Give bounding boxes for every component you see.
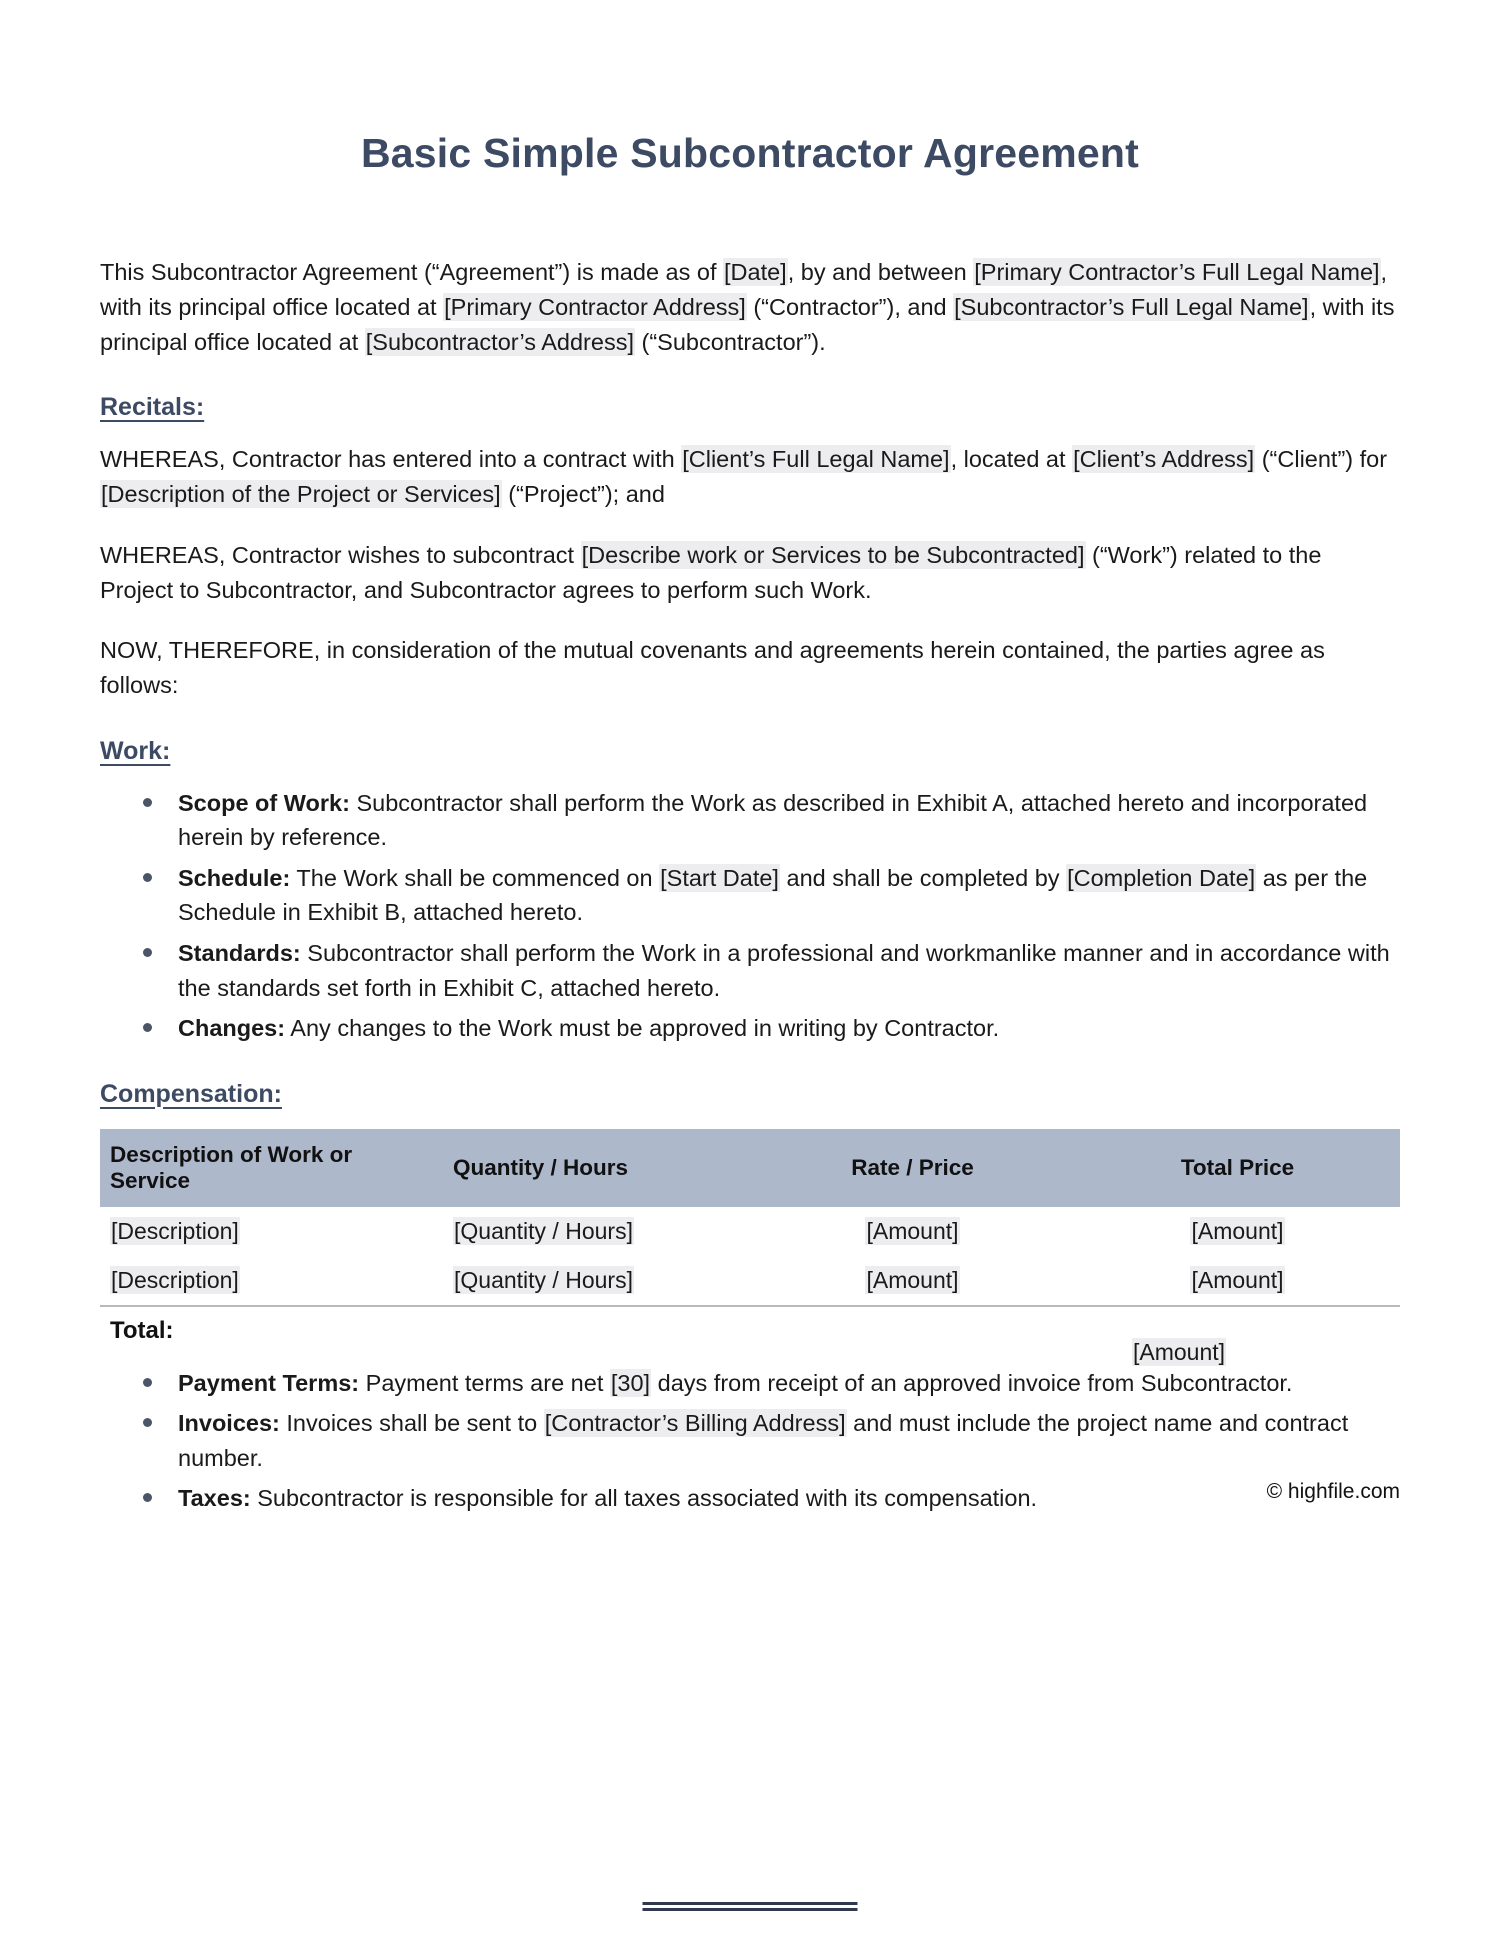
placeholder-subcontracted-work[interactable]: [Describe work or Services to be Subcontracted] bbox=[581, 541, 1085, 568]
bullet-text: and shall be completed by bbox=[779, 864, 1067, 891]
cell-total-price[interactable] bbox=[1075, 1256, 1400, 1306]
section-heading-work: Work: bbox=[100, 736, 171, 765]
table-header-row bbox=[100, 1129, 1400, 1207]
list-item bbox=[178, 861, 1400, 930]
list-item bbox=[178, 1366, 1400, 1401]
intro-paragraph bbox=[100, 255, 1400, 359]
placeholder-start-date[interactable]: [Start Date] bbox=[660, 864, 779, 891]
recitals-p1-text-1: WHEREAS, Contractor has entered into a contract with bbox=[100, 446, 682, 473]
column-header-quantity: Quantity / Hours bbox=[425, 1129, 750, 1207]
intro-text-2: , by and between bbox=[787, 259, 974, 285]
placeholder-subcontractor-name[interactable]: [Subcontractor’s Full Legal Name] bbox=[954, 293, 1309, 320]
page-title: Basic Simple Subcontractor Agreement bbox=[360, 130, 1140, 176]
bullet-text: Invoices shall be sent to bbox=[279, 1410, 544, 1437]
intro-text-3: , with its principal office located at bbox=[100, 259, 1388, 320]
bullet-text: Subcontractor is responsible for all taxes associated with its compensation. bbox=[250, 1485, 1038, 1512]
placeholder-project-description[interactable]: [Description of the Project or Services] bbox=[101, 481, 501, 508]
placeholder-billing-address[interactable]: [Contractor’s Billing Address] bbox=[544, 1410, 846, 1437]
recitals-p2-text-2: (“Work”) related to the Project to Subcontractor, and Subcontractor agrees to perform such Work. bbox=[100, 541, 1322, 603]
list-item bbox=[178, 1406, 1400, 1475]
placeholder-quantity[interactable]: [Quantity / Hours] bbox=[454, 1266, 633, 1293]
list-item bbox=[178, 786, 1400, 855]
placeholder-subcontractor-address[interactable]: [Subcontractor’s Address] bbox=[365, 328, 634, 355]
compensation-table bbox=[100, 1129, 1400, 1307]
column-header-description: Description of Work or Service bbox=[100, 1129, 425, 1207]
cell-total-price[interactable] bbox=[1075, 1207, 1400, 1256]
intro-text-4: (“Contractor”), and bbox=[746, 293, 954, 320]
bullet-lead: Scope of Work: bbox=[178, 789, 350, 816]
compensation-bullet-list bbox=[100, 1366, 1400, 1516]
placeholder-rate[interactable]: [Amount] bbox=[866, 1217, 959, 1244]
bullet-text: days from receipt of an approved invoice from Subcontractor. bbox=[651, 1369, 1293, 1396]
bullet-lead: Standards: bbox=[178, 940, 301, 967]
bullet-icon bbox=[143, 873, 152, 882]
recitals-p2-text-1: WHEREAS, Contractor wishes to subcontract bbox=[100, 541, 581, 568]
table-row bbox=[100, 1256, 1400, 1306]
list-item bbox=[178, 1481, 1400, 1516]
cell-description[interactable] bbox=[100, 1207, 425, 1256]
recitals-paragraph-2 bbox=[100, 538, 1400, 608]
list-item bbox=[178, 936, 1400, 1005]
section-heading-compensation: Compensation: bbox=[100, 1079, 282, 1108]
cell-description[interactable] bbox=[100, 1256, 425, 1306]
placeholder-primary-contractor-address[interactable]: [Primary Contractor Address] bbox=[444, 293, 746, 320]
document-body bbox=[100, 255, 1400, 1516]
placeholder-rate[interactable]: [Amount] bbox=[866, 1266, 959, 1293]
placeholder-net-days[interactable]: [30] bbox=[610, 1369, 651, 1396]
bullet-icon bbox=[143, 948, 152, 957]
table-row bbox=[100, 1207, 1400, 1256]
placeholder-total-amount[interactable]: [Amount] bbox=[1132, 1338, 1226, 1365]
placeholder-client-name[interactable]: [Client’s Full Legal Name] bbox=[682, 446, 950, 473]
recitals-p1-text-2: , located at bbox=[950, 446, 1073, 473]
bullet-text: as per the Schedule in Exhibit B, attached hereto. bbox=[178, 864, 1368, 926]
recitals-p1-text-3: (“Client”) for bbox=[1255, 446, 1388, 473]
intro-text-1: This Subcontractor Agreement (“Agreement”) is made as of bbox=[100, 259, 724, 285]
total-label: Total: bbox=[110, 1316, 174, 1344]
bullet-text: and must include the project name and contract number. bbox=[178, 1410, 1349, 1471]
table-body bbox=[100, 1207, 1400, 1306]
bullet-lead: Payment Terms: bbox=[178, 1369, 360, 1396]
total-amount-cell[interactable] bbox=[958, 1317, 1400, 1366]
bullet-icon bbox=[143, 798, 152, 807]
table-header bbox=[100, 1129, 1400, 1207]
intro-text-5: , with its principal office located at bbox=[100, 293, 1395, 355]
column-header-rate: Rate / Price bbox=[750, 1129, 1075, 1207]
section-heading-recitals: Recitals: bbox=[100, 393, 205, 422]
bottom-rule-divider bbox=[643, 1902, 858, 1911]
bullet-lead: Changes: bbox=[178, 1015, 286, 1042]
cell-quantity[interactable] bbox=[425, 1256, 750, 1306]
bullet-icon bbox=[143, 1378, 152, 1387]
placeholder-description[interactable]: [Description] bbox=[111, 1266, 239, 1293]
placeholder-description[interactable]: [Description] bbox=[111, 1217, 239, 1244]
placeholder-primary-contractor-name[interactable]: [Primary Contractor’s Full Legal Name] bbox=[974, 259, 1380, 285]
recitals-paragraph-3: NOW, THEREFORE, in consideration of the mutual covenants and agreements herein contained, the parties agree as follows: bbox=[100, 637, 1325, 699]
placeholder-client-address[interactable]: [Client’s Address] bbox=[1073, 446, 1255, 473]
list-item bbox=[178, 1011, 1400, 1046]
placeholder-quantity[interactable]: [Quantity / Hours] bbox=[454, 1217, 633, 1244]
placeholder-date[interactable]: [Date] bbox=[724, 259, 787, 285]
total-row bbox=[100, 1317, 1400, 1366]
bullet-text: Payment terms are net bbox=[359, 1369, 610, 1396]
recitals-p1-text-4: (“Project”); and bbox=[501, 481, 665, 508]
bullet-lead: Invoices: bbox=[178, 1410, 280, 1437]
work-bullet-list bbox=[100, 786, 1400, 1046]
placeholder-completion-date[interactable]: [Completion Date] bbox=[1067, 864, 1256, 891]
bullet-text: Subcontractor shall perform the Work as described in Exhibit A, attached hereto and incorporated herein by reference. bbox=[178, 789, 1368, 851]
bullet-icon bbox=[143, 1493, 152, 1502]
bullet-lead: Taxes: bbox=[178, 1485, 251, 1512]
placeholder-total-price[interactable]: [Amount] bbox=[1191, 1266, 1284, 1293]
bullet-icon bbox=[143, 1418, 152, 1427]
recitals-paragraph-1 bbox=[100, 442, 1400, 512]
cell-rate[interactable] bbox=[750, 1256, 1075, 1306]
bullet-lead: Schedule: bbox=[178, 864, 291, 891]
bullet-icon bbox=[143, 1023, 152, 1032]
placeholder-total-price[interactable]: [Amount] bbox=[1191, 1217, 1284, 1244]
bullet-text: Any changes to the Work must be approved in writing by Contractor. bbox=[285, 1015, 1000, 1042]
cell-rate[interactable] bbox=[750, 1207, 1075, 1256]
bullet-text: Subcontractor shall perform the Work in a professional and workmanlike manner and in accordance with the standards set forth in Exhibit C, attached hereto. bbox=[178, 940, 1390, 1001]
cell-quantity[interactable] bbox=[425, 1207, 750, 1256]
footer-credit: © highfile.com bbox=[1266, 1480, 1400, 1503]
column-header-total-price: Total Price bbox=[1075, 1129, 1400, 1207]
intro-text-6: (“Subcontractor”). bbox=[635, 328, 826, 355]
bullet-text: The Work shall be commenced on bbox=[290, 864, 660, 891]
